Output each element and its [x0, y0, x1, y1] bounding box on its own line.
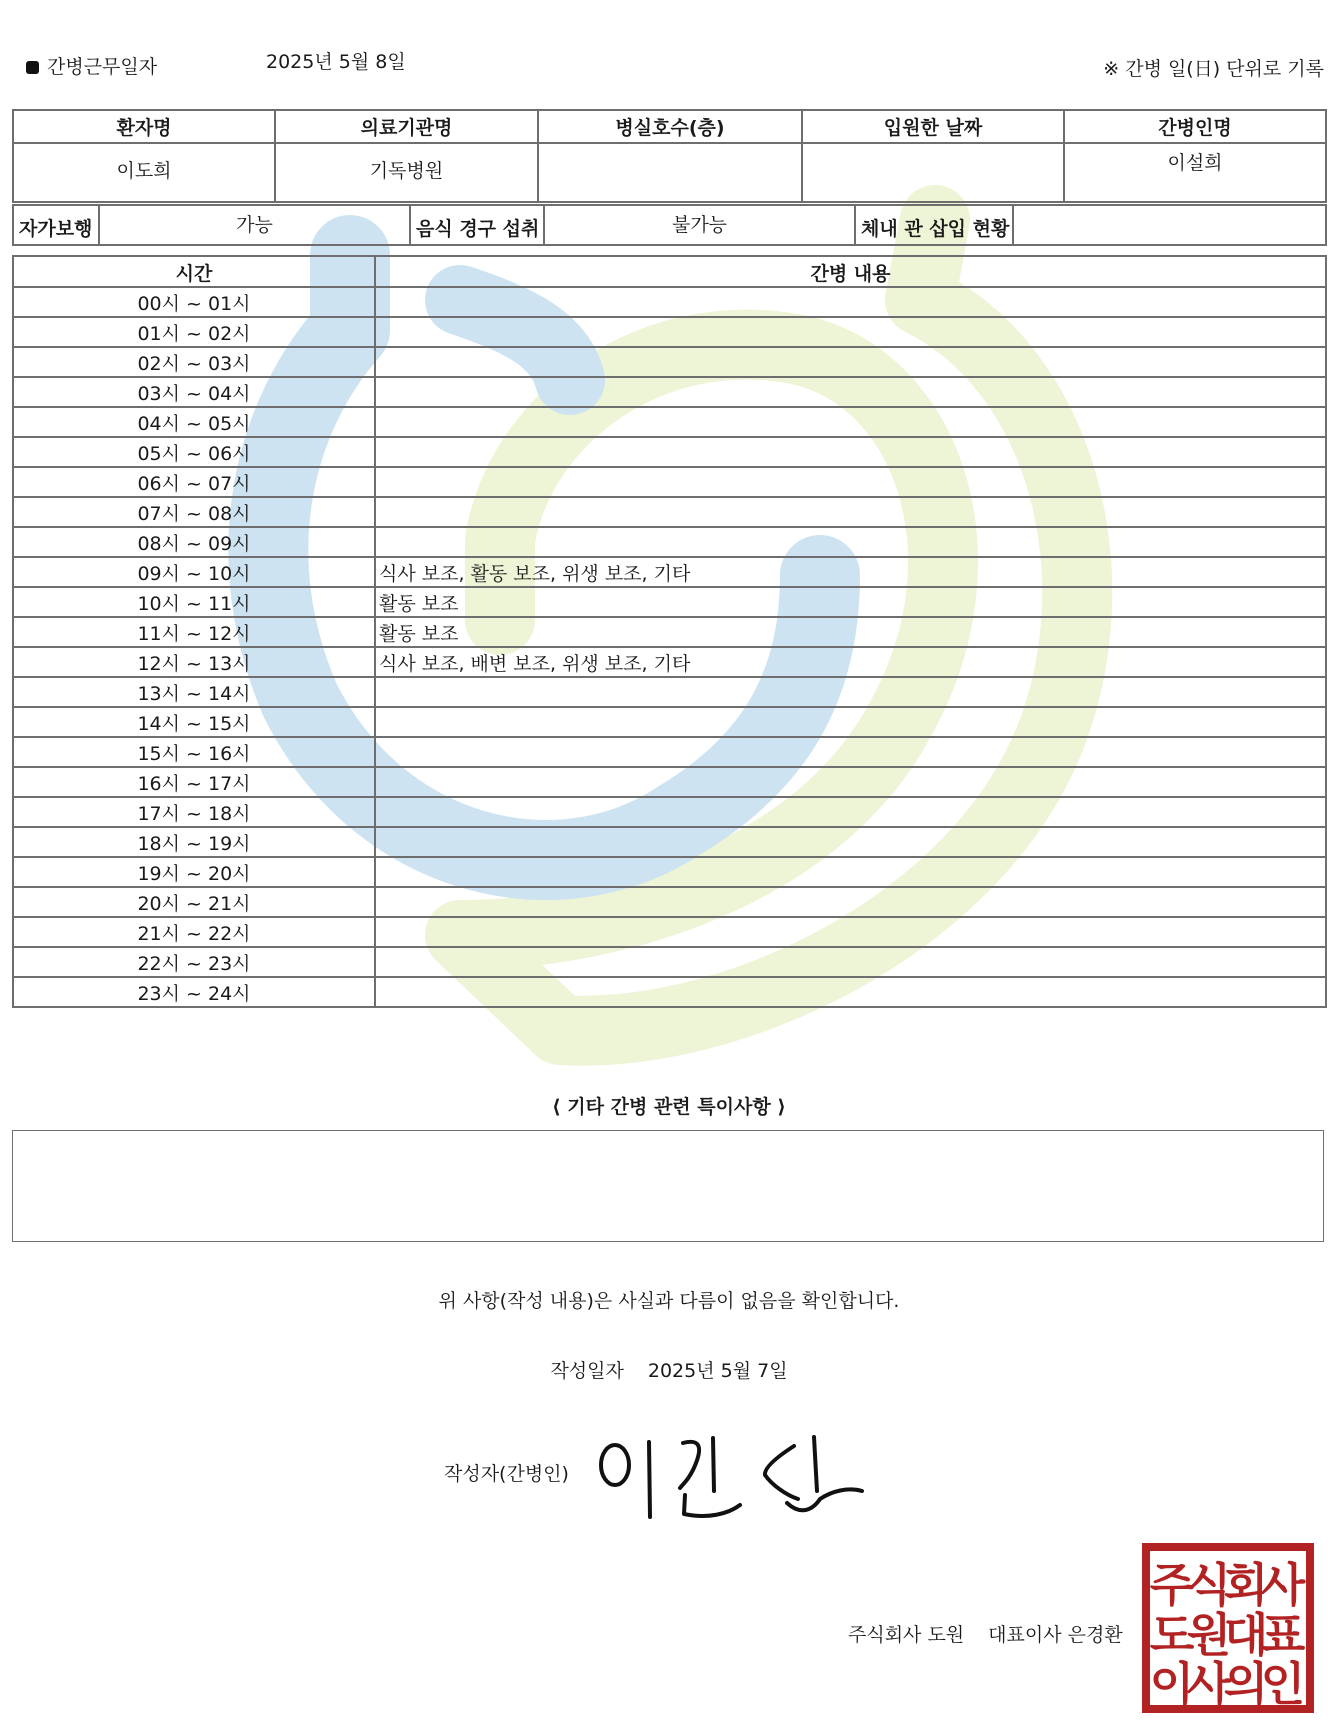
svg-text:원: 원 [1186, 1608, 1232, 1662]
care-time-slot: 06시 ~ 07시 [13, 467, 375, 497]
care-content [375, 347, 1326, 377]
care-content [375, 527, 1326, 557]
company-line [848, 1620, 1123, 1647]
care-log-row [13, 947, 1326, 977]
care-content [375, 887, 1326, 917]
header-care-content: 간병 내용 [375, 256, 1326, 287]
care-log-header-row [13, 256, 1326, 287]
svg-text:인: 인 [1260, 1657, 1306, 1711]
care-log-row [13, 707, 1326, 737]
header-admission-date: 입원한 날짜 [802, 110, 1064, 143]
walk-value: 가능 [99, 205, 410, 245]
care-log-row [13, 857, 1326, 887]
ceo-name: 대표이사 은경환 [988, 1624, 1123, 1646]
care-time-slot: 05시 ~ 06시 [13, 437, 375, 467]
care-log-row [13, 587, 1326, 617]
care-content [375, 857, 1326, 887]
svg-text:사: 사 [1186, 1657, 1232, 1711]
work-date: 2025년 5월 8일 [266, 51, 406, 73]
walk-label: 자가보행 [13, 205, 99, 245]
care-log-row [13, 287, 1326, 317]
care-log-row [13, 977, 1326, 1007]
svg-text:이: 이 [1149, 1657, 1195, 1711]
care-log-row [13, 767, 1326, 797]
care-log-row [13, 827, 1326, 857]
notes-title: ⟨ 기타 간병 관련 특이사항 ⟩ [552, 1096, 786, 1118]
written-date-label: 작성일자 [550, 1360, 624, 1382]
care-log-row [13, 347, 1326, 377]
care-content [375, 767, 1326, 797]
header-room-number: 병실호수(층) [538, 110, 802, 143]
oral-intake-value: 불가능 [544, 205, 855, 245]
svg-text:회: 회 [1223, 1558, 1269, 1612]
care-time-slot: 08시 ~ 09시 [13, 527, 375, 557]
care-time-slot: 22시 ~ 23시 [13, 947, 375, 977]
care-content: 식사 보조, 활동 보조, 위생 보조, 기타 [375, 557, 1326, 587]
care-time-slot: 11시 ~ 12시 [13, 617, 375, 647]
care-content: 활동 보조 [375, 617, 1326, 647]
work-date-label-row [26, 52, 157, 79]
tube-value [1013, 205, 1326, 245]
care-time-slot: 16시 ~ 17시 [13, 767, 375, 797]
written-date-value: 2025년 5월 7일 [647, 1360, 788, 1382]
svg-text:식: 식 [1186, 1558, 1232, 1612]
work-date-label: 간병근무일자 [47, 56, 158, 78]
care-content [375, 407, 1326, 437]
record-unit-note: ※ 간병 일(日) 단위로 기록 [1103, 58, 1324, 80]
care-time-slot: 17시 ~ 18시 [13, 797, 375, 827]
care-time-slot: 01시 ~ 02시 [13, 317, 375, 347]
care-time-slot: 13시 ~ 14시 [13, 677, 375, 707]
care-content [375, 977, 1326, 1007]
caregiver-name: 이설희 [1064, 143, 1326, 202]
care-log-row [13, 527, 1326, 557]
care-time-slot: 03시 ~ 04시 [13, 377, 375, 407]
patient-info-header-row [13, 110, 1326, 143]
header-caregiver-name: 간병인명 [1064, 110, 1326, 143]
company-name: 주식회사 도원 [848, 1624, 965, 1646]
writer-label: 작성자(간병인) [444, 1463, 569, 1485]
hospital-name: 기독병원 [275, 143, 538, 202]
care-content [375, 467, 1326, 497]
patient-name: 이도희 [13, 143, 275, 202]
care-log-row [13, 317, 1326, 347]
care-log-rows [13, 287, 1326, 1007]
care-content [375, 947, 1326, 977]
care-time-slot: 15시 ~ 16시 [13, 737, 375, 767]
care-log-row [13, 887, 1326, 917]
svg-text:사: 사 [1260, 1558, 1306, 1612]
care-log-row [13, 377, 1326, 407]
care-content [375, 317, 1326, 347]
admission-date [802, 143, 1064, 202]
care-content [375, 677, 1326, 707]
care-log-row [13, 677, 1326, 707]
tube-label: 체내 관 삽입 현황 [855, 205, 1013, 245]
care-log-row [13, 497, 1326, 527]
care-content [375, 377, 1326, 407]
patient-status-row [13, 205, 1326, 245]
care-time-slot: 04시 ~ 05시 [13, 407, 375, 437]
care-time-slot: 14시 ~ 15시 [13, 707, 375, 737]
care-log-row [13, 437, 1326, 467]
care-time-slot: 00시 ~ 01시 [13, 287, 375, 317]
care-time-slot: 07시 ~ 08시 [13, 497, 375, 527]
care-content [375, 497, 1326, 527]
care-log-row [13, 737, 1326, 767]
svg-text:의: 의 [1223, 1657, 1269, 1711]
bullet-square-icon [26, 61, 39, 74]
svg-text:도: 도 [1149, 1608, 1195, 1662]
care-time-slot: 02시 ~ 03시 [13, 347, 375, 377]
care-content [375, 707, 1326, 737]
care-content [375, 827, 1326, 857]
care-time-slot: 12시 ~ 13시 [13, 647, 375, 677]
care-time-slot: 20시 ~ 21시 [13, 887, 375, 917]
care-content [375, 437, 1326, 467]
care-log-table [12, 255, 1327, 1008]
care-content [375, 287, 1326, 317]
patient-info-value-row [13, 143, 1326, 202]
care-log-row [13, 557, 1326, 587]
care-log-row [13, 797, 1326, 827]
written-date-row [0, 1356, 1338, 1383]
care-time-slot: 18시 ~ 19시 [13, 827, 375, 857]
care-time-slot: 23시 ~ 24시 [13, 977, 375, 1007]
care-log-row [13, 647, 1326, 677]
confirmation-statement: 위 사항(작성 내용)은 사실과 다름이 없음을 확인합니다. [438, 1290, 900, 1312]
header-patient-name: 환자명 [13, 110, 275, 143]
care-time-slot: 09시 ~ 10시 [13, 557, 375, 587]
company-seal-stamp [1142, 1543, 1314, 1713]
care-content [375, 917, 1326, 947]
care-content: 활동 보조 [375, 587, 1326, 617]
notes-box [12, 1130, 1324, 1242]
care-log-row [13, 917, 1326, 947]
care-time-slot: 21시 ~ 22시 [13, 917, 375, 947]
care-log-row [13, 467, 1326, 497]
svg-text:표: 표 [1260, 1608, 1306, 1662]
care-content [375, 737, 1326, 767]
room-number [538, 143, 802, 202]
header-time: 시간 [13, 256, 375, 287]
caregiver-signature [590, 1415, 870, 1525]
care-log-row [13, 617, 1326, 647]
patient-info-table [12, 109, 1327, 203]
patient-status-table [12, 204, 1327, 246]
care-content [375, 797, 1326, 827]
oral-intake-label: 음식 경구 섭취 [410, 205, 544, 245]
care-time-slot: 10시 ~ 11시 [13, 587, 375, 617]
svg-text:대: 대 [1223, 1608, 1269, 1662]
header-hospital-name: 의료기관명 [275, 110, 538, 143]
care-log-row [13, 407, 1326, 437]
care-time-slot: 19시 ~ 20시 [13, 857, 375, 887]
svg-text:주: 주 [1149, 1558, 1195, 1612]
care-content: 식사 보조, 배변 보조, 위생 보조, 기타 [375, 647, 1326, 677]
